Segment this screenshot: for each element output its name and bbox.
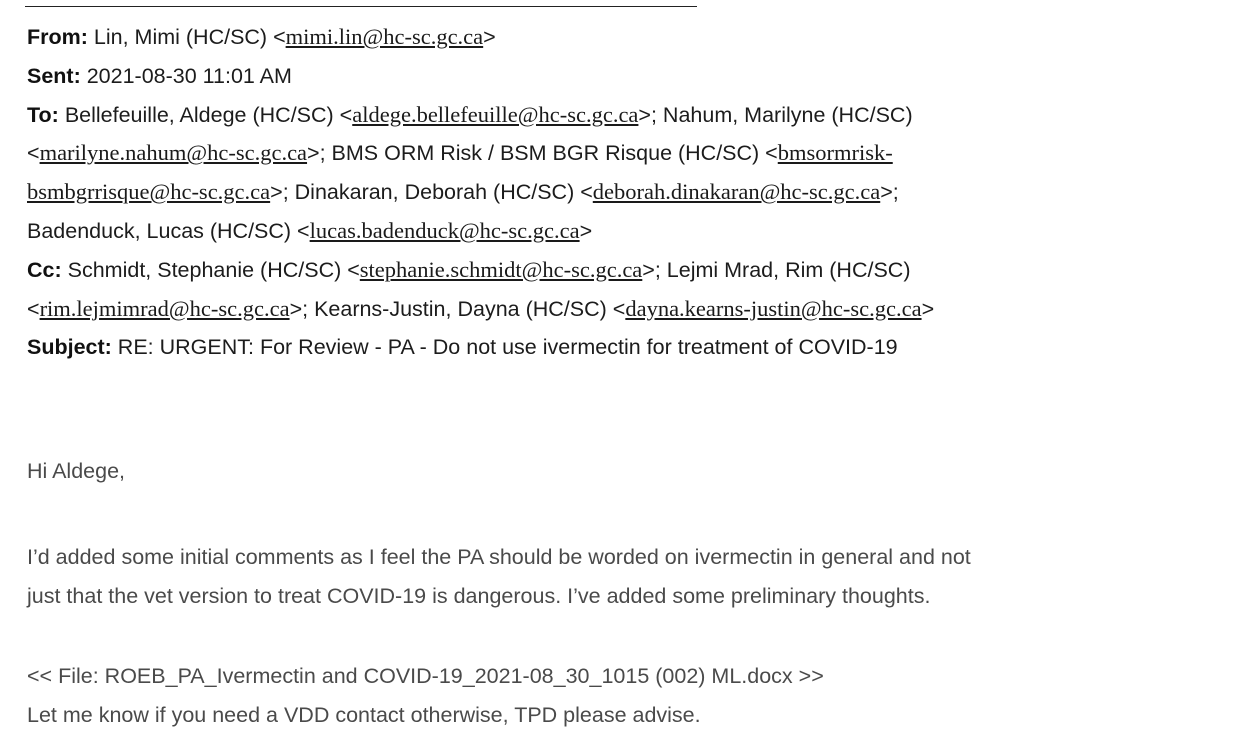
cc-recipient-2-open: <: [27, 296, 40, 321]
to-row-2: [27, 134, 1227, 173]
cc-recipient-1-email-link[interactable]: stephanie.schmidt@hc-sc.gc.ca: [359, 256, 643, 282]
separator-rule: [25, 6, 697, 7]
to-recipient-3-email-link-part2[interactable]: bsmbgrrisque@hc-sc.gc.ca: [27, 179, 271, 205]
closing-line: Let me know if you need a VDD contact otherwise, TPD please advise.: [27, 702, 701, 727]
to-recipient-5-name: Badenduck, Lucas (HC/SC) <: [27, 218, 310, 243]
to-recipient-3-email-link-part1[interactable]: bmsormrisk-: [777, 140, 893, 166]
to-row-3: [27, 173, 1227, 212]
to-recipient-4-email-link[interactable]: deborah.dinakaran@hc-sc.gc.ca: [592, 179, 881, 205]
to-label: To:: [27, 102, 59, 127]
cc-separator-1: >; Lejmi Mrad, Rim (HC/SC): [642, 257, 911, 282]
body-paragraph-line-2: just that the vet version to treat COVID-19 is dangerous. I’ve added some preliminary thoughts.: [27, 583, 931, 608]
cc-label: Cc:: [27, 257, 62, 282]
sent-value: 2021-08-30 11:01 AM: [80, 63, 292, 88]
to-separator-1: >; Nahum, Marilyne (HC/SC): [638, 102, 913, 127]
to-recipient-1-name: Bellefeuille, Aldege (HC/SC) <: [58, 102, 353, 127]
email-header: [27, 18, 1227, 367]
cc-row-1: [27, 251, 1227, 290]
from-row: [27, 18, 1227, 57]
to-row-1: [27, 96, 1227, 135]
cc-recipient-1-name: Schmidt, Stephanie (HC/SC) <: [61, 257, 360, 282]
attachment-reference[interactable]: << File: ROEB_PA_Ivermectin and COVID-19_2021-08_30_1015 (002) ML.docx >>: [27, 664, 824, 688]
from-close: >: [483, 25, 496, 49]
cc-separator-2: >; Kearns-Justin, Dayna (HC/SC) <: [289, 296, 626, 321]
sent-label: Sent:: [27, 63, 81, 88]
email-body: [27, 452, 1227, 727]
greeting: Hi Aldege,: [27, 459, 126, 483]
from-label: From:: [27, 25, 88, 49]
to-separator-2: >; BMS ORM Risk / BSM BGR Risque (HC/SC) <: [307, 141, 778, 166]
subject-label: Subject:: [27, 335, 112, 360]
to-row-4: [27, 212, 1227, 251]
body-paragraph: [27, 538, 1227, 616]
subject-value: RE: URGENT: For Review - PA - Do not use ivermectin for treatment of COVID-19: [111, 335, 898, 360]
to-close: >: [579, 218, 593, 243]
cc-row-2: [27, 290, 1227, 329]
to-recipient-2-open: <: [27, 141, 40, 166]
from-email-link[interactable]: mimi.lin@hc-sc.gc.ca: [285, 24, 484, 49]
cc-recipient-3-email-link[interactable]: dayna.kearns-justin@hc-sc.gc.ca: [625, 295, 922, 321]
sent-row: [27, 57, 1227, 96]
to-recipient-2-email-link[interactable]: marilyne.nahum@hc-sc.gc.ca: [39, 140, 308, 166]
to-recipient-1-email-link[interactable]: aldege.bellefeuille@hc-sc.gc.ca: [352, 101, 639, 127]
attachment-block: [27, 657, 1227, 735]
subject-row: [27, 328, 1227, 367]
to-separator-4: >;: [880, 180, 899, 205]
to-recipient-5-email-link[interactable]: lucas.badenduck@hc-sc.gc.ca: [309, 217, 580, 243]
body-paragraph-line-1: I’d added some initial comments as I feel the PA should be worded on ivermectin in general and not: [27, 545, 971, 569]
to-separator-3: >; Dinakaran, Deborah (HC/SC) <: [270, 180, 593, 205]
from-name: Lin, Mimi (HC/SC) <: [87, 25, 286, 49]
cc-recipient-2-email-link[interactable]: rim.lejmimrad@hc-sc.gc.ca: [39, 295, 290, 321]
cc-close: >: [921, 296, 935, 321]
